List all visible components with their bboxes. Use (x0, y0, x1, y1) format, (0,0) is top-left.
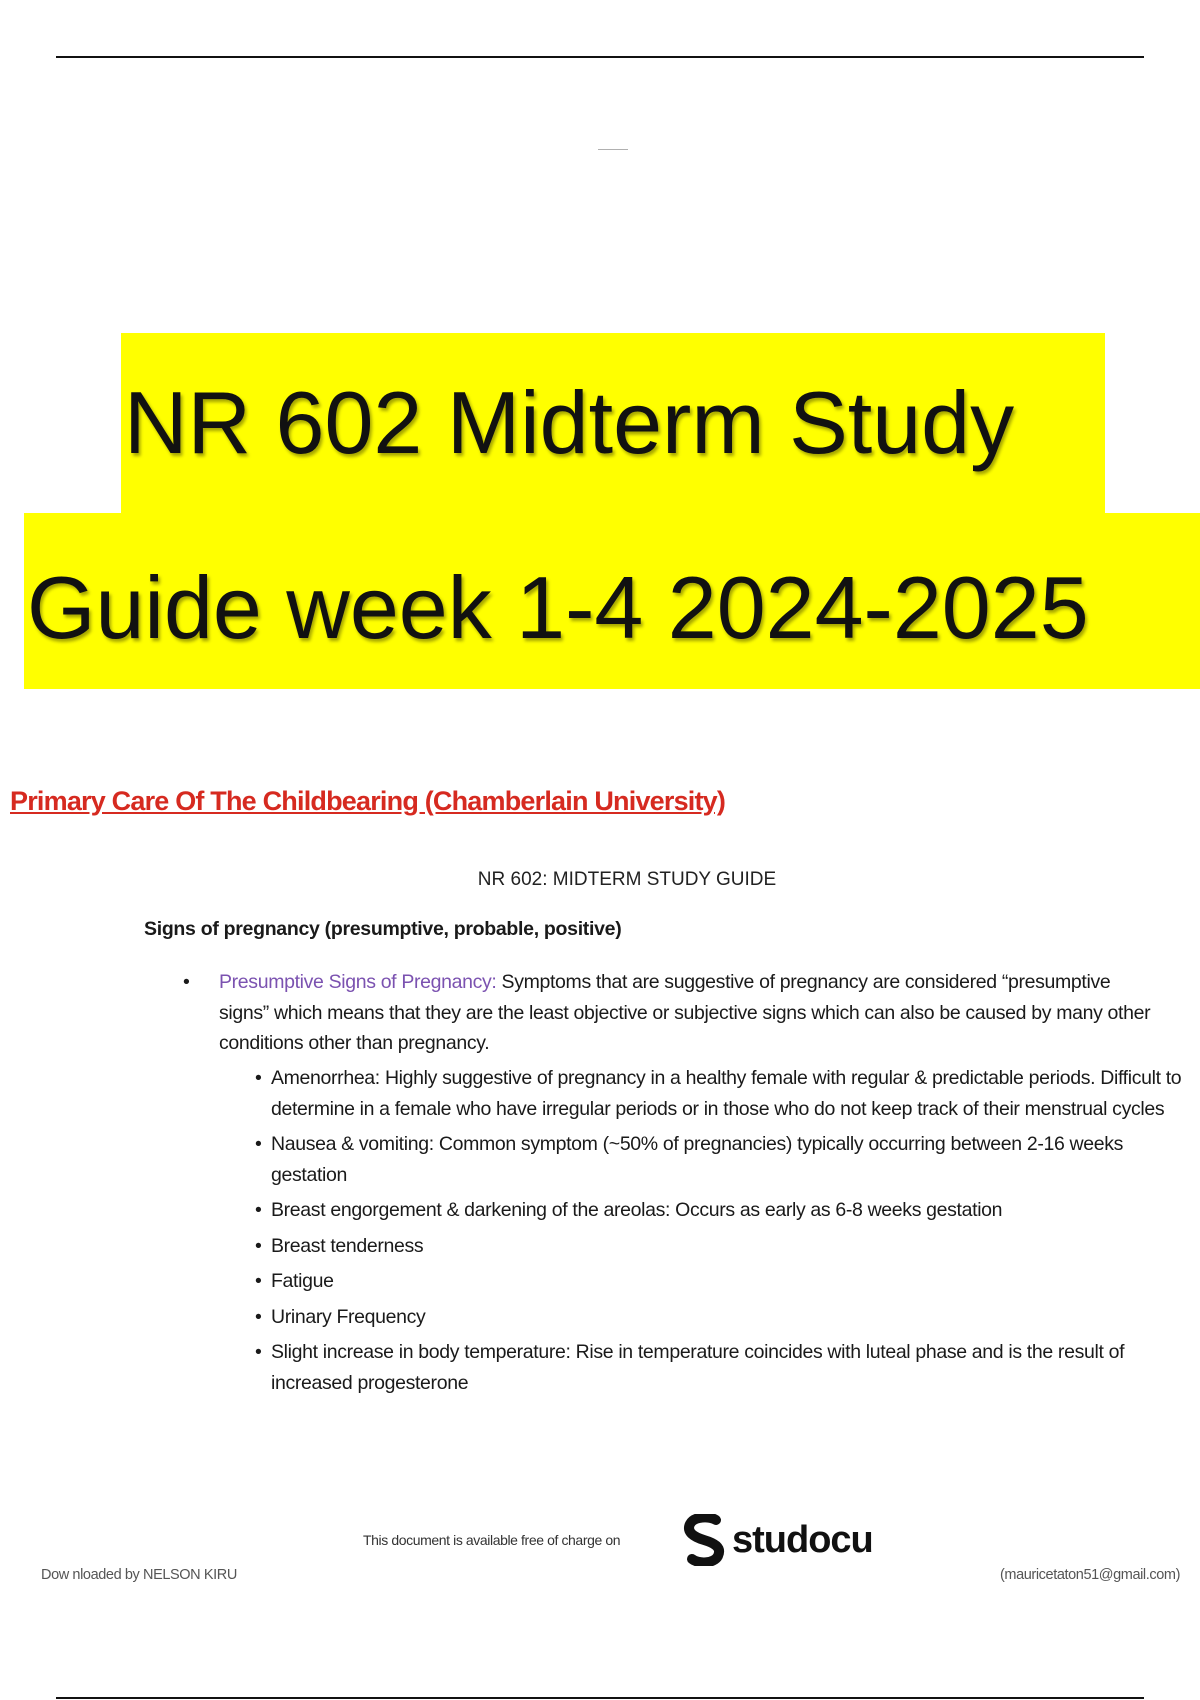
header-mark (598, 149, 628, 150)
list-item (255, 1266, 1200, 1297)
sub-bullet: • (255, 1133, 262, 1155)
list-item (255, 1337, 1200, 1398)
list-item-text: Slight increase in body temperature: Rise in temperature coincides with luteal phase and is the result of increased progesterone (271, 1341, 1125, 1394)
availability-note: This document is available free of charge on (363, 1532, 621, 1548)
studocu-wordmark: studocu (732, 1518, 873, 1561)
presumptive-signs-list (255, 1063, 1200, 1403)
list-item (255, 1195, 1200, 1226)
presumptive-signs-text (219, 967, 1159, 1059)
downloaded-by: Dow nloaded by NELSON KIRU (41, 1567, 237, 1583)
sub-bullet: • (255, 1199, 262, 1221)
sub-bullet: • (255, 1067, 262, 1089)
top-divider (56, 56, 1144, 58)
title-line-2: Guide week 1-4 2024-2025 (24, 513, 1200, 689)
document-heading: NR 602: MIDTERM STUDY GUIDE (477, 869, 777, 890)
title-line-1: NR 602 Midterm Study (121, 333, 1105, 513)
list-item-text: Urinary Frequency (271, 1305, 426, 1328)
presumptive-signs-lead: Presumptive Signs of Pregnancy: (219, 971, 497, 993)
sub-bullet: • (255, 1305, 262, 1328)
list-item (255, 1302, 1200, 1333)
course-link[interactable]: Primary Care Of The Childbearing (Chamberlain University) (10, 786, 726, 816)
studocu-logo-icon (682, 1514, 728, 1566)
sub-bullet: • (255, 1341, 262, 1363)
studocu-logo[interactable] (682, 1514, 873, 1566)
list-item-text: Fatigue (271, 1270, 334, 1292)
presumptive-signs-item (183, 967, 1200, 1059)
list-item-text: Breast engorgement & darkening of the areolas: Occurs as early as 6-8 weeks gestation (271, 1199, 1003, 1221)
sub-bullet: • (255, 1270, 262, 1292)
list-item-text: Breast tenderness (271, 1234, 424, 1257)
sub-bullet: • (255, 1234, 262, 1257)
bullet: • (183, 971, 190, 993)
list-item-text: Nausea & vomiting: Common symptom (~50% of pregnancies) typically occurring between 2-16 weeks gestation (271, 1133, 1124, 1186)
list-item (255, 1063, 1200, 1124)
list-item-text: Amenorrhea: Highly suggestive of pregnancy in a healthy female with regular & predictable periods. Difficult to determine in a female who have irregular periods or in those who do not keep track of their menstrual cycles (271, 1067, 1182, 1120)
downloader-email: (mauricetaton51@gmail.com) (1000, 1567, 1180, 1583)
bottom-divider (56, 1697, 1144, 1699)
list-item (255, 1231, 1200, 1262)
list-item (255, 1129, 1200, 1190)
section-title: Signs of pregnancy (presumptive, probable, positive) (144, 918, 622, 940)
presumptive-signs-body: Symptoms that are suggestive of pregnancy are considered “presumptive signs” which means that they are the least objective or subjective signs which can also be caused by many other conditions other than pregnancy. (219, 971, 1151, 1054)
